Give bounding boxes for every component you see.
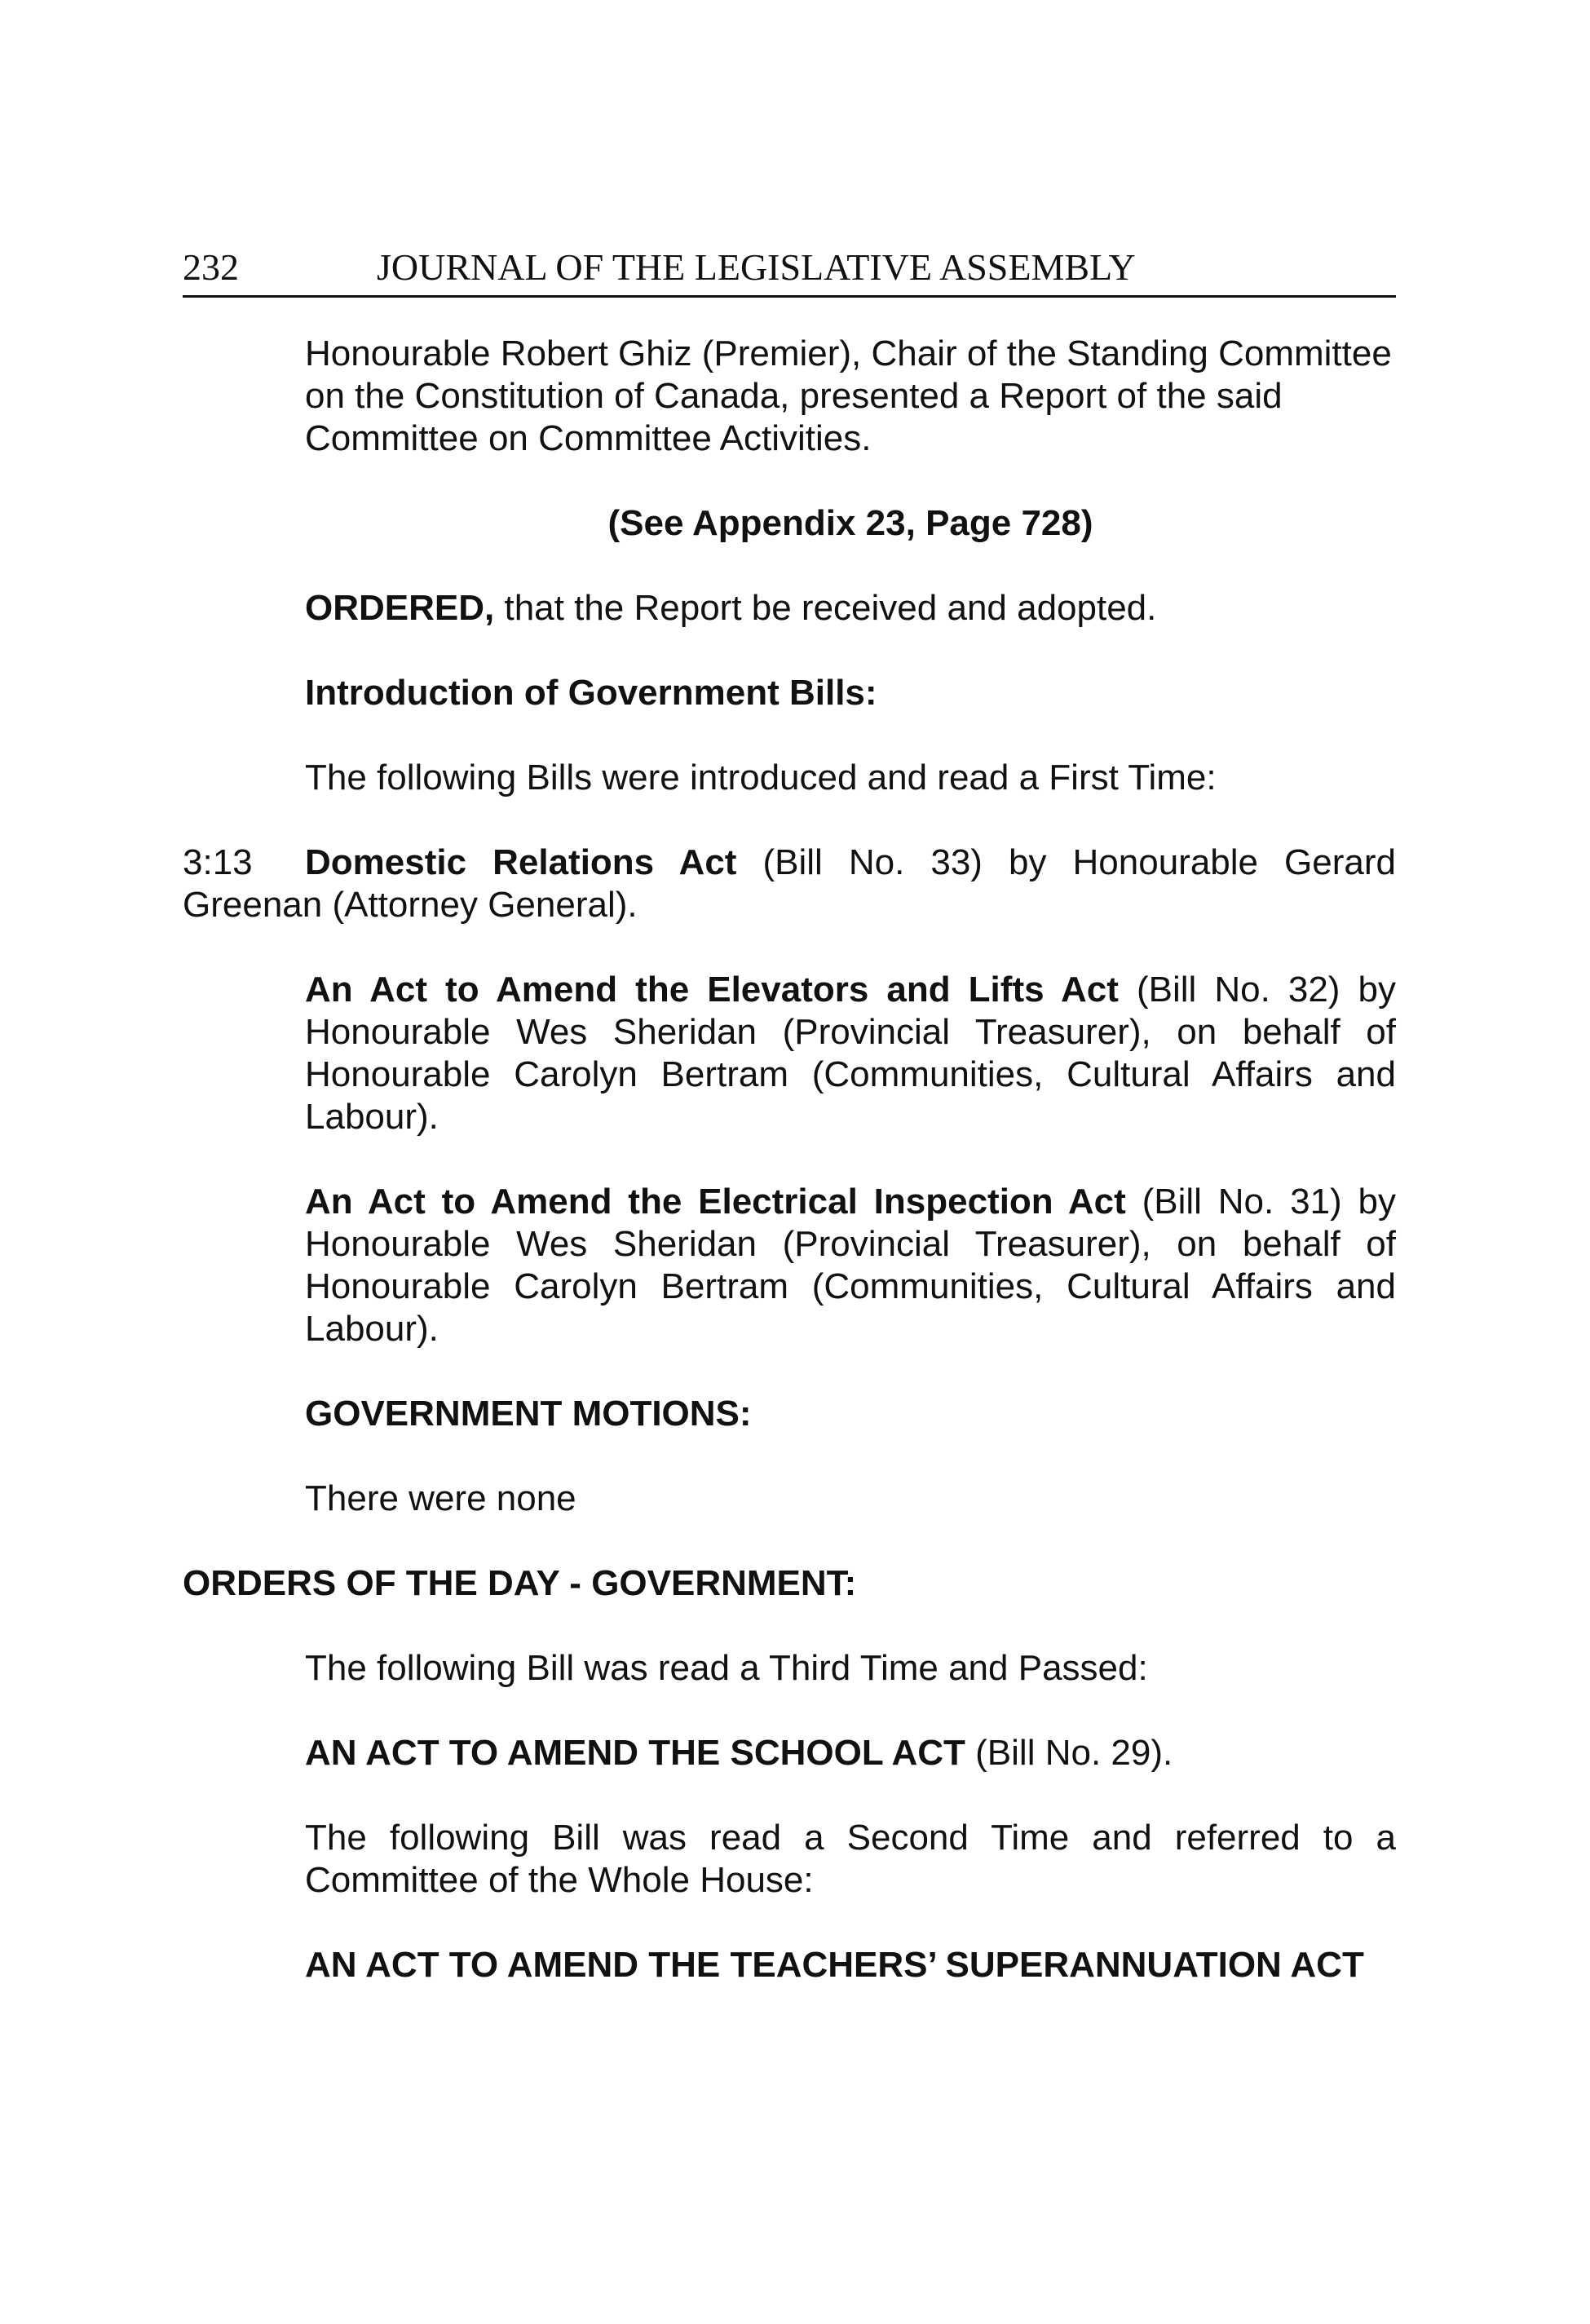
intro-bills-heading-text: Introduction of Government Bills: [305, 673, 877, 713]
bill-entry-domestic-relations [183, 842, 1396, 926]
bill-title: AN ACT TO AMEND THE SCHOOL ACT [305, 1733, 965, 1773]
bill-entry-electrical [305, 1181, 1396, 1350]
orders-heading [183, 1562, 1396, 1605]
bill-detail: (Bill No. 31) by Honourable Wes Sheridan (Provincial Treasurer), on behalf of Honourable Carolyn Bertram (Communities, Cultural Affairs and Labour). [305, 1182, 1396, 1349]
bill-title: An Act to Amend the Elevators and Lifts Act [305, 970, 1119, 1010]
bill-title: An Act to Amend the Electrical Inspection Act [305, 1182, 1126, 1222]
gov-motions-heading [305, 1393, 1396, 1435]
orders-heading-text: ORDERS OF THE DAY - GOVERNMENT: [183, 1563, 857, 1603]
ordered-text: that the Report be received and adopted. [494, 588, 1157, 628]
bill-detail: (Bill No. 33) by Honourable Gerard Greenan (Attorney General). [183, 842, 1396, 925]
intro-bills-lead: The following Bills were introduced and read a First Time: [305, 758, 1217, 797]
third-reading-lead: The following Bill was read a Third Time and Passed: [305, 1648, 1148, 1688]
appendix-text: (See Appendix 23, Page 728) [607, 503, 1093, 543]
sitting-time: 3:13 [183, 842, 253, 882]
page-number: 232 [183, 246, 239, 288]
bill-title: AN ACT TO AMEND THE TEACHERS’ SUPERANNUATION ACT [305, 1945, 1364, 1985]
gov-motions-text: There were none [305, 1478, 576, 1518]
third-reading-bill [305, 1732, 1396, 1774]
appendix-reference [183, 502, 1396, 545]
bill-detail: (Bill No. 32) by Honourable Wes Sheridan (Provincial Treasurer), on behalf of Honourable Carolyn Bertram (Communities, Cultural Affairs and Labour). [305, 970, 1396, 1137]
second-reading-lead: The following Bill was read a Second Time and referred to a Committee of the Whole House: [305, 1818, 1396, 1900]
gov-motions-heading-text: GOVERNMENT MOTIONS: [305, 1394, 752, 1434]
journal-title: JOURNAL OF THE LEGISLATIVE ASSEMBLY [377, 246, 1136, 288]
bill-detail: (Bill No. 29). [965, 1733, 1173, 1773]
ordered-label: ORDERED, [305, 588, 495, 628]
page-body [183, 333, 1396, 2029]
bill-title: Domestic Relations Act [305, 842, 737, 882]
second-reading-bill [305, 1944, 1396, 1986]
page-header [183, 245, 1396, 298]
ordered-paragraph [305, 587, 1396, 630]
intro-bills-heading [305, 672, 1396, 714]
report-paragraph: Honourable Robert Ghiz (Premier), Chair of the Standing Committee on the Constitution of Canada, presented a Report of the said Committee on Committee Activities. [305, 334, 1392, 458]
bill-entry-elevators [305, 969, 1396, 1138]
journal-page [183, 0, 1396, 2324]
